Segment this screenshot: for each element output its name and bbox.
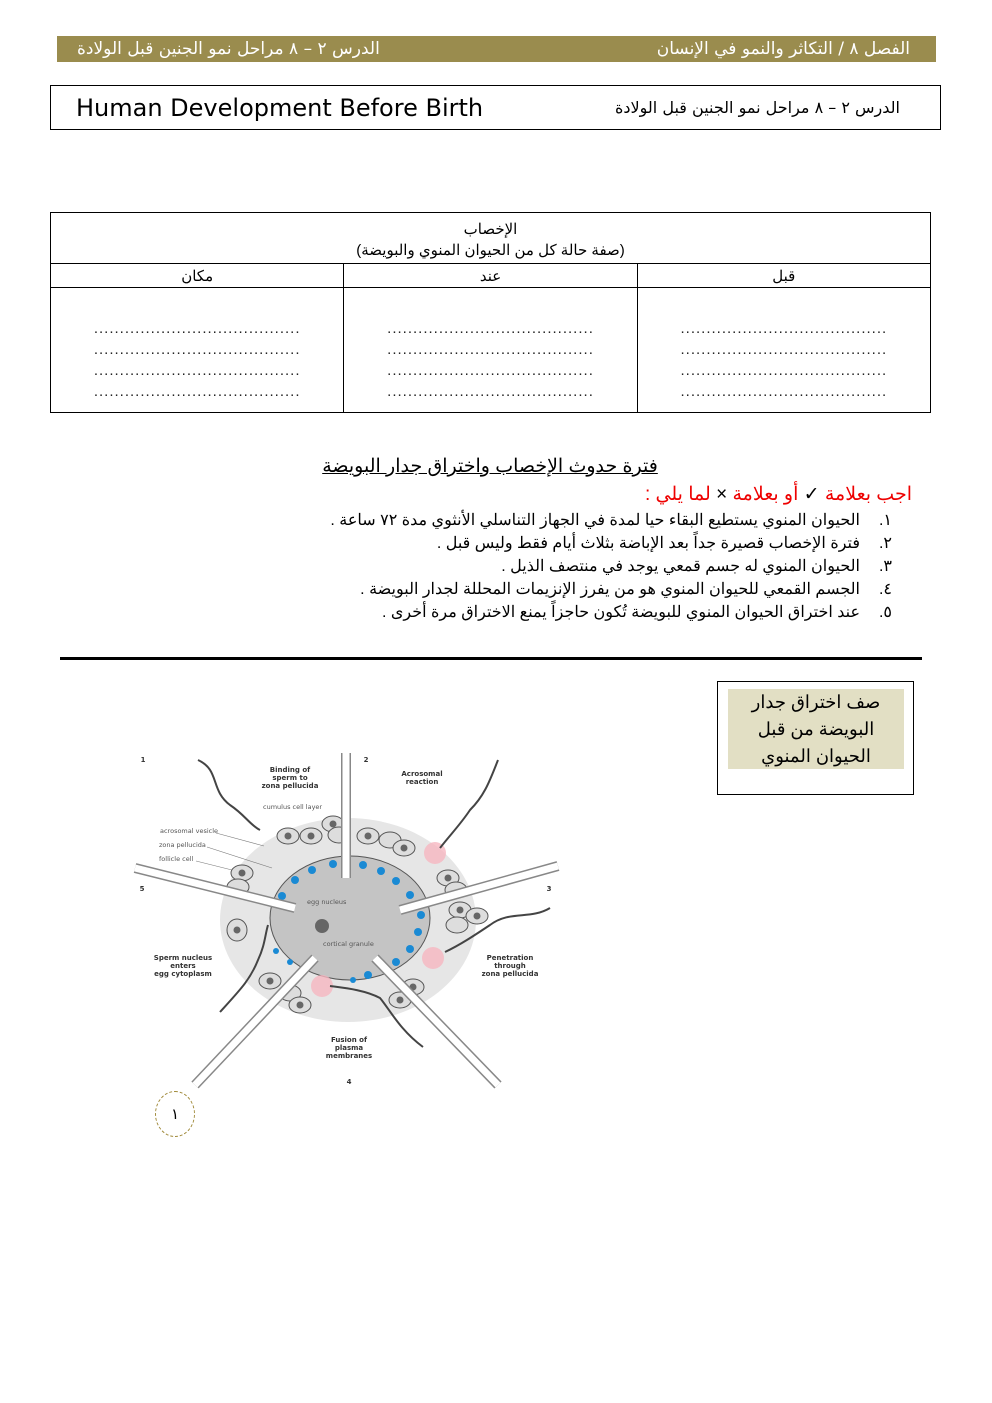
arabic-title: الدرس ٢ – ٨ مراحل نمو الجنين قبل الولادة <box>615 98 900 117</box>
svg-text:through: through <box>494 962 526 970</box>
svg-text:reaction: reaction <box>405 778 439 786</box>
label-cortical: cortical granule <box>323 940 374 948</box>
table-title: الإخصاب <box>463 221 518 238</box>
list-item: ١.الحيوان المنوي يستطيع البقاء حيا لمدة في الجهاز التناسلي الأنثوي مدة ٧٢ ساعة . <box>330 512 892 529</box>
title-box <box>50 85 941 130</box>
svg-text:Penetration: Penetration <box>486 954 534 962</box>
list-item: ٤.الجسم القمعي للحيوان المنوي هو من يفرز الإنزيمات المحللة لجدار البويضة . <box>360 581 892 598</box>
column-header-place: مكان <box>51 264 344 288</box>
list-item: ٣.الحيوان المنوي له جسم قمعي يوجد في منتصف الذيل . <box>501 558 892 575</box>
question-prompt: صف اختراق جدار البويضة من قبل الحيوان المنوي <box>728 689 904 769</box>
svg-text:zona pellucida: zona pellucida <box>261 782 319 790</box>
english-title: Human Development Before Birth <box>76 93 484 122</box>
answer-cell-before[interactable]: ........................................ ........................................ ........................................ ........................................ <box>637 288 930 413</box>
question-box[interactable] <box>717 681 914 795</box>
svg-text:Binding of: Binding of <box>269 766 311 774</box>
header-lesson: الدرس ٢ – ٨ مراحل نمو الجنين قبل الولادة <box>77 39 380 59</box>
svg-text:enters: enters <box>170 962 196 970</box>
answer-cell-place[interactable]: ........................................ ........................................ ........................................ ........................................ <box>51 288 344 413</box>
column-header-during: عند <box>344 264 637 288</box>
section-heading: فترة حدوث الإخصاب واختراق جدار البويضة <box>322 456 658 477</box>
column-header-before: قبل <box>637 264 930 288</box>
answer-cell-during[interactable]: ........................................ ........................................ ........................................ ........................................ <box>344 288 637 413</box>
step-2: 2 <box>363 756 369 764</box>
svg-text:membranes: membranes <box>325 1052 373 1060</box>
svg-text:Sperm nucleus: Sperm nucleus <box>153 954 213 962</box>
instruction: اجب بعلامة ✓ أو بعلامة × لما يلي : <box>645 484 912 505</box>
label-cumulus: cumulus cell layer <box>263 803 323 811</box>
step-1: 1 <box>140 756 146 764</box>
fertilization-table <box>50 212 931 413</box>
step-3: 3 <box>546 885 552 893</box>
cross-icon: × <box>716 484 728 505</box>
page-marker: ١ <box>155 1091 195 1137</box>
statement-list <box>330 509 892 624</box>
table-header <box>51 213 931 264</box>
step-5: 5 <box>139 885 145 893</box>
svg-text:egg cytoplasm: egg cytoplasm <box>154 970 212 978</box>
step-4: 4 <box>346 1078 352 1086</box>
fertilization-diagram <box>130 750 570 1100</box>
egg-nucleus <box>315 919 329 933</box>
svg-text:zona pellucida: zona pellucida <box>481 970 539 978</box>
list-item: ٥.عند اختراق الحيوان المنوي للبويضة تُكون حاجزاً يمنع الاختراق مرة أخرى . <box>382 604 892 621</box>
check-icon: ✓ <box>803 484 820 505</box>
table-subtitle: (صفة حالة كل من الحيوان المنوي والبويضة) <box>356 242 625 259</box>
divider <box>60 657 922 660</box>
header-bar <box>57 36 936 62</box>
label-egg-nucleus: egg nucleus <box>307 898 347 906</box>
svg-text:plasma: plasma <box>334 1044 364 1052</box>
svg-text:Fusion of: Fusion of <box>330 1036 368 1044</box>
header-chapter: الفصل ٨ / التكاثر والنمو في الإنسان <box>656 39 910 59</box>
list-item: ٢.فترة الإخصاب قصيرة جداً بعد الإباضة بثلاث أيام فقط وليس قبل . <box>436 535 892 552</box>
label-follicle: follicle cell <box>159 855 194 863</box>
label-zona: zona pellucida <box>159 841 206 849</box>
svg-text:Acrosomal: Acrosomal <box>401 770 443 778</box>
svg-text:sperm to: sperm to <box>272 774 308 782</box>
label-vesicle: acrosomal vesicle <box>160 827 219 835</box>
